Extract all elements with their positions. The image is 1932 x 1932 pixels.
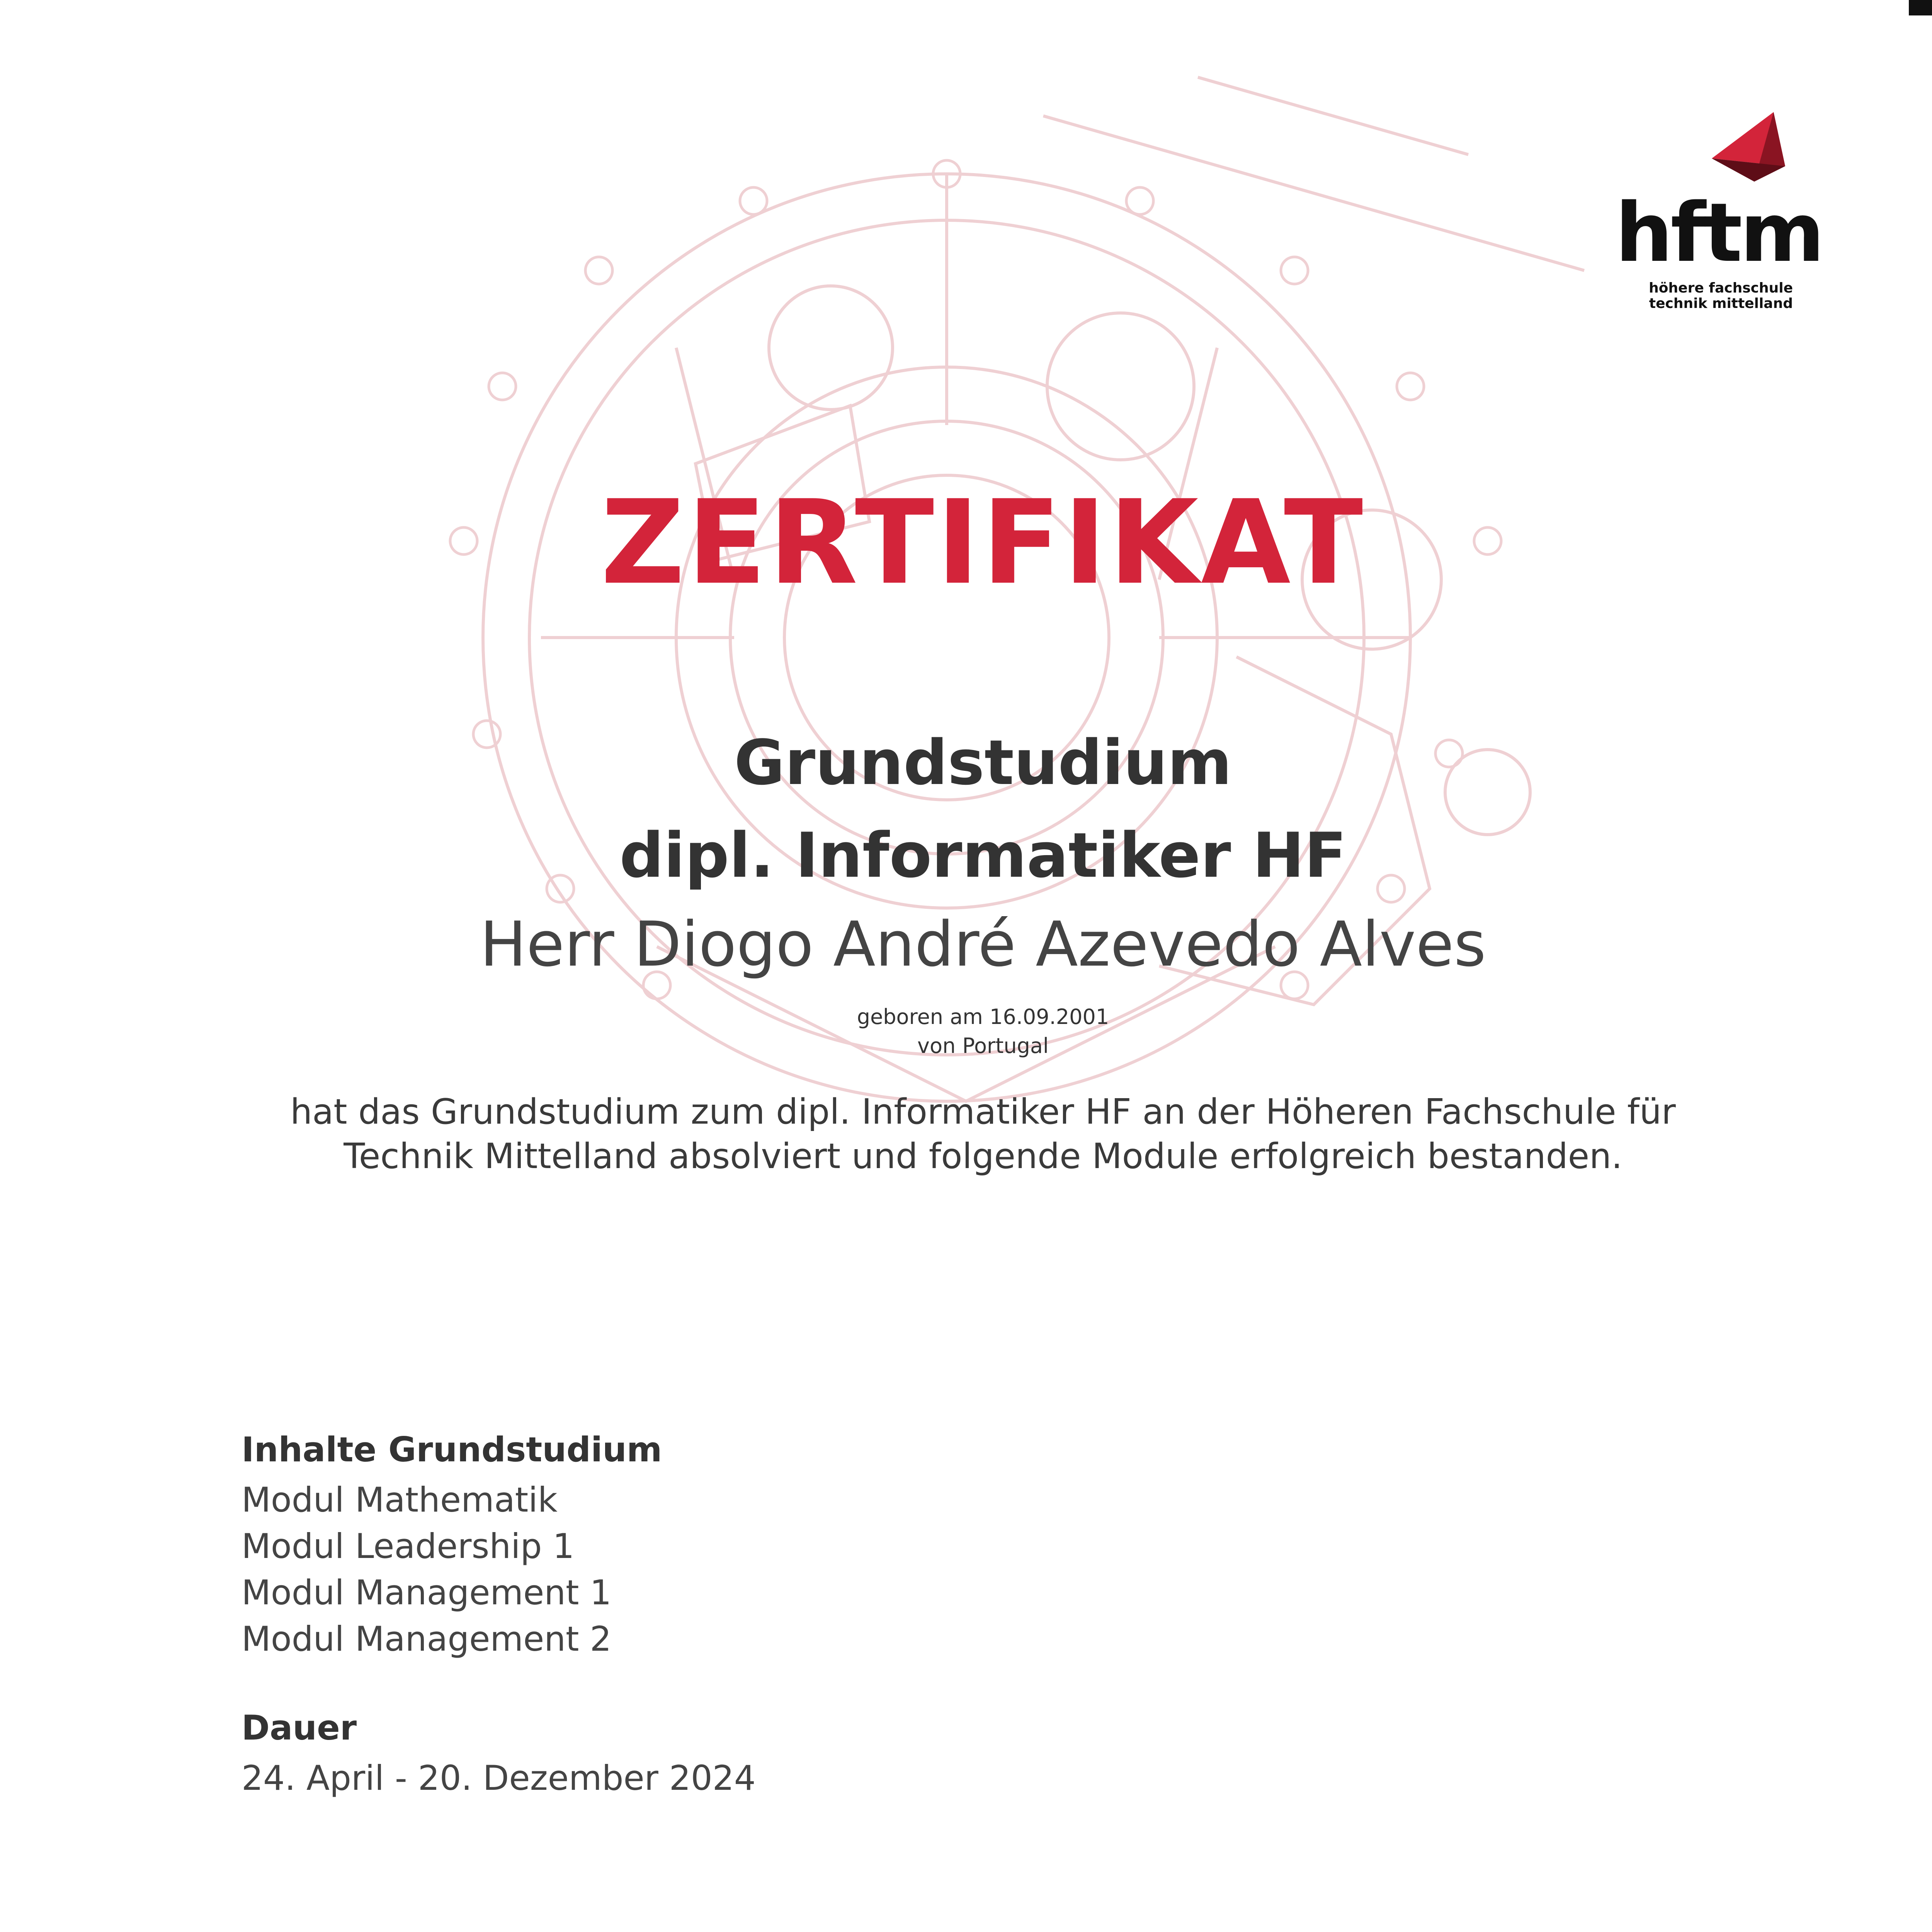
contents-heading: Inhalte Grundstudium [242, 1430, 662, 1469]
statement-line-2: Technik Mittelland absolviert und folgende Module erfolgreich bestanden. [344, 1136, 1622, 1177]
logo-tagline-2: technik mittelland [1649, 296, 1793, 311]
statement-line-1: hat das Grundstudium zum dipl. Informatiker HF an der Höheren Fachschule für [290, 1092, 1676, 1132]
origin: von Portugal [917, 1034, 1049, 1058]
red-pyramid-logo-icon [1696, 108, 1793, 185]
program-line-2: dipl. Informatiker HF [619, 819, 1347, 891]
duration-section [242, 1708, 1246, 1798]
logo-wordmark: hftm [1615, 185, 1823, 280]
duration-value: 24. April - 20. Dezember 2024 [242, 1758, 756, 1798]
module-item: Modul Mathematik [242, 1480, 558, 1520]
scan-corner-mark [1909, 0, 1932, 15]
module-item: Modul Management 1 [242, 1573, 612, 1612]
logo-tagline-1: höhere fachschule [1649, 280, 1793, 296]
recipient-name: Herr Diogo André Azevedo Alves [480, 908, 1486, 980]
program-line-1: Grundstudium [734, 726, 1232, 799]
module-item: Modul Management 2 [242, 1619, 612, 1659]
hftm-logo [1615, 108, 1823, 311]
duration-heading: Dauer [242, 1708, 357, 1748]
contents-section [242, 1430, 1246, 1665]
certificate-title: ZERTIFIKAT [600, 475, 1366, 610]
module-item: Modul Leadership 1 [242, 1526, 575, 1566]
birth-date: geboren am 16.09.2001 [857, 1005, 1109, 1029]
